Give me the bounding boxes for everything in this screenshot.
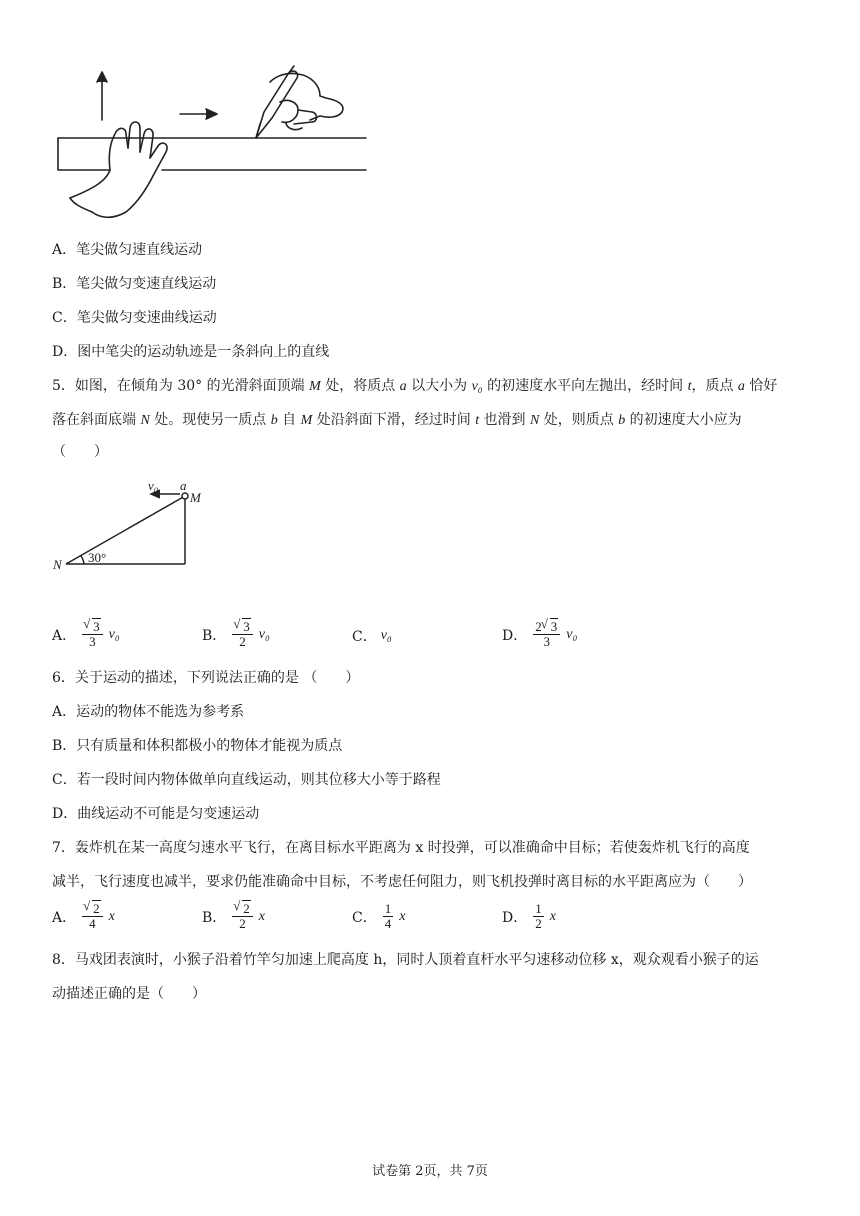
q6-option-c: C．若一段时间内物体做单向直线运动，则其位移大小等于路程 <box>52 772 441 788</box>
page-footer: 试卷第 2页，共 7页 <box>372 1164 488 1179</box>
incline-angle-label: 30° <box>88 550 107 565</box>
q5-option-d: D． $\frac{2√ 3}{3}$ v₀ <box>502 620 577 649</box>
incline-n-label: N <box>53 557 62 572</box>
ruler-hand-pen-figure <box>50 62 380 222</box>
incline-a-label: a <box>180 478 187 493</box>
q5-option-a: A． √ $\frac{3}{3}$ v₀ <box>52 620 120 649</box>
q6-option-a: A．运动的物体不能选为参考系 <box>52 704 245 720</box>
q7-option-d: D． $\frac{1}{2}$ x <box>502 901 556 931</box>
q4-option-c: C．笔尖做匀变速曲线运动 <box>52 310 217 326</box>
q6-option-b: B．只有质量和体积都极小的物体才能视为质点 <box>52 738 343 754</box>
q8-stem-line2: 动描述正确的是（ ） <box>52 986 206 1002</box>
q5-stem-line1: 5．如图，在倾角为 30° 的光滑斜面顶端 M 处，将质点 a 以大小为 v₀ 的初速度水平向左抛出，经时间 t，质点 a 恰好 <box>52 378 778 394</box>
q5-stem-line2: 落在斜面底端 N 处。现使另一质点 b 自 M 处沿斜面下滑，经过时间 t 也滑到 N 处，则质点 b 的初速度大小应为 <box>52 412 742 428</box>
q7-stem-line2: 减半，飞行速度也减半，要求仍能准确命中目标，不考虑任何阻力，则飞机投弹时离目标的水平距离应为（ ） <box>52 874 752 890</box>
q5-answer-bracket: （ ） <box>52 444 108 460</box>
q5-option-b: B． √ $\frac{3}{2}$ v₀ <box>202 620 270 649</box>
q6-stem: 6．关于运动的描述，下列说法正确的是 （ ） <box>52 670 360 686</box>
q7-stem-line1: 7．轰炸机在某一高度匀速水平飞行，在离目标水平距离为 x 时投弹，可以准确命中目标；若使轰炸机飞行的高度 <box>52 840 750 856</box>
q8-stem-line1: 8．马戏团表演时，小猴子沿着竹竿匀加速上爬高度 h，同时人顶着直杆水平匀速移动位移 x，观众观看小猴子的运 <box>52 952 759 968</box>
q4-option-b: B．笔尖做匀变速直线运动 <box>52 276 217 292</box>
incline-figure <box>50 474 220 574</box>
incline-m-label: M <box>190 490 201 505</box>
incline-v0-label: v₀ <box>148 478 159 493</box>
q7-option-c: C． $\frac{1}{4}$ x <box>352 901 406 931</box>
q4-option-d: D．图中笔尖的运动轨迹是一条斜向上的直线 <box>52 344 330 360</box>
q7-option-b: B． √ $\frac{2}{2}$ x <box>202 902 265 931</box>
q4-option-a: A．笔尖做匀速直线运动 <box>52 242 203 258</box>
q5-option-c: C． v₀ <box>352 628 392 645</box>
q7-option-a: A． √ $\frac{2}{4}$ x <box>52 902 115 931</box>
q6-option-d: D．曲线运动不可能是匀变速运动 <box>52 806 260 822</box>
